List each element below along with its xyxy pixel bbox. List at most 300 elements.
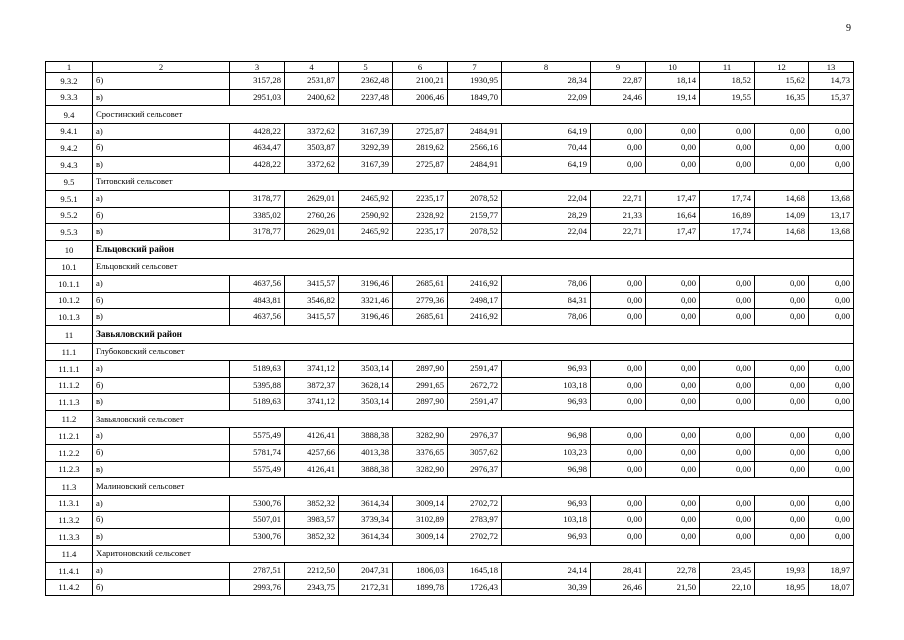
table-cell: 2976,37: [448, 428, 502, 445]
table-row: [46, 309, 854, 326]
table-cell: 2976,37: [448, 461, 502, 478]
table-cell: 0,00: [755, 529, 809, 546]
table-cell: 0,00: [700, 394, 755, 411]
table-cell: 0,00: [809, 394, 854, 411]
row-code: 10.1: [46, 258, 93, 276]
table-cell: 30,39: [502, 579, 591, 596]
table-cell: 28,41: [591, 563, 646, 580]
table-cell: 19,55: [700, 89, 755, 106]
table-cell: 0,00: [591, 309, 646, 326]
table-cell: 2591,47: [448, 361, 502, 378]
table-cell: 78,06: [502, 309, 591, 326]
table-cell: 2951,03: [230, 89, 285, 106]
table-cell: 103,23: [502, 445, 591, 462]
tariff-table: [45, 61, 854, 596]
column-number: 9: [591, 62, 646, 73]
row-code: 11.3.3: [46, 529, 93, 546]
table-cell: 3167,39: [339, 156, 393, 173]
column-number: 13: [809, 62, 854, 73]
table-cell: 0,00: [646, 377, 700, 394]
table-cell: 0,00: [646, 156, 700, 173]
row-code: 9.4.2: [46, 140, 93, 157]
table-cell: 0,00: [809, 292, 854, 309]
table-cell: 96,93: [502, 495, 591, 512]
row-code: 9.5.2: [46, 207, 93, 224]
table-cell: 0,00: [700, 445, 755, 462]
table-cell: 0,00: [591, 495, 646, 512]
table-cell: 3372,62: [285, 123, 339, 140]
table-cell: 0,00: [646, 361, 700, 378]
column-number: 1: [46, 62, 93, 73]
table-cell: 0,00: [809, 276, 854, 293]
column-number: 7: [448, 62, 502, 73]
table-cell: 5189,63: [230, 394, 285, 411]
table-cell: 5395,88: [230, 377, 285, 394]
table-cell: 3983,57: [285, 512, 339, 529]
table-cell: 22,04: [502, 224, 591, 241]
table-row: [46, 89, 854, 106]
table-cell: 13,68: [809, 191, 854, 208]
row-code: 11.3: [46, 478, 93, 496]
table-cell: 0,00: [591, 428, 646, 445]
table-cell: 0,00: [700, 309, 755, 326]
table-cell: 0,00: [700, 461, 755, 478]
table-cell: 16,64: [646, 207, 700, 224]
table-cell: 21,33: [591, 207, 646, 224]
table-cell: 2416,92: [448, 276, 502, 293]
table-cell: 17,74: [700, 224, 755, 241]
table-cell: 0,00: [755, 495, 809, 512]
table-cell: 0,00: [755, 123, 809, 140]
table-cell: 0,00: [809, 140, 854, 157]
row-code: 9.3.2: [46, 73, 93, 90]
row-subitem: в): [93, 224, 230, 241]
table-cell: 24,14: [502, 563, 591, 580]
table-cell: 3372,62: [285, 156, 339, 173]
table-cell: 3196,46: [339, 309, 393, 326]
row-code: 11.1.3: [46, 394, 93, 411]
table-cell: 3321,46: [339, 292, 393, 309]
table-cell: 18,52: [700, 73, 755, 90]
table-cell: 5575,49: [230, 461, 285, 478]
table-cell: 4428,22: [230, 123, 285, 140]
table-cell: 19,14: [646, 89, 700, 106]
table-cell: 0,00: [755, 276, 809, 293]
section-title: Сростинский сельсовет: [93, 106, 854, 124]
table-cell: 3888,38: [339, 461, 393, 478]
table-row: [46, 529, 854, 546]
table-cell: 96,98: [502, 461, 591, 478]
row-code: 10.1.2: [46, 292, 93, 309]
table-cell: 2484,91: [448, 123, 502, 140]
table-cell: 64,19: [502, 123, 591, 140]
table-cell: 0,00: [591, 445, 646, 462]
table-cell: 4126,41: [285, 461, 339, 478]
section-title: Завьяловский сельсовет: [93, 410, 854, 428]
table-cell: 64,19: [502, 156, 591, 173]
row-code: 10.1.3: [46, 309, 93, 326]
table-cell: 2416,92: [448, 309, 502, 326]
row-subitem: а): [93, 191, 230, 208]
column-number: 3: [230, 62, 285, 73]
row-subitem: б): [93, 579, 230, 596]
row-code: 11.1: [46, 343, 93, 361]
row-code: 9.4: [46, 106, 93, 124]
column-number: 8: [502, 62, 591, 73]
table-row: [46, 579, 854, 596]
row-code: 9.5.3: [46, 224, 93, 241]
table-cell: 2591,47: [448, 394, 502, 411]
table-row: [46, 428, 854, 445]
table-cell: 17,74: [700, 191, 755, 208]
table-cell: 21,50: [646, 579, 700, 596]
section-title: Харитоновский сельсовет: [93, 545, 854, 563]
table-cell: 0,00: [591, 394, 646, 411]
table-cell: 0,00: [809, 512, 854, 529]
table-cell: 0,00: [755, 512, 809, 529]
table-row: [46, 563, 854, 580]
table-cell: 22,71: [591, 191, 646, 208]
table-cell: 2484,91: [448, 156, 502, 173]
row-subitem: б): [93, 140, 230, 157]
table-cell: 2685,61: [393, 309, 448, 326]
table-cell: 0,00: [809, 123, 854, 140]
table-cell: 3503,14: [339, 394, 393, 411]
table-cell: 2897,90: [393, 361, 448, 378]
table-cell: 2498,17: [448, 292, 502, 309]
table-cell: 0,00: [646, 428, 700, 445]
table-row: [46, 123, 854, 140]
table-cell: 0,00: [700, 361, 755, 378]
table-cell: 3376,65: [393, 445, 448, 462]
table-cell: 84,31: [502, 292, 591, 309]
table-cell: 22,71: [591, 224, 646, 241]
row-code: 9.5.1: [46, 191, 93, 208]
column-number: 5: [339, 62, 393, 73]
table-cell: 2465,92: [339, 191, 393, 208]
table-cell: 2235,17: [393, 191, 448, 208]
table-cell: 3292,39: [339, 140, 393, 157]
table-cell: 22,04: [502, 191, 591, 208]
table-cell: 1849,70: [448, 89, 502, 106]
table-cell: 3385,02: [230, 207, 285, 224]
table-cell: 3196,46: [339, 276, 393, 293]
row-subitem: б): [93, 73, 230, 90]
table-row: [46, 140, 854, 157]
table-cell: 0,00: [646, 461, 700, 478]
table-cell: 2465,92: [339, 224, 393, 241]
section-row: [46, 545, 854, 563]
table-cell: 0,00: [755, 461, 809, 478]
table-cell: 13,17: [809, 207, 854, 224]
table-cell: 4637,56: [230, 276, 285, 293]
table-row: [46, 394, 854, 411]
table-cell: 0,00: [700, 512, 755, 529]
row-code: 11.2.2: [46, 445, 93, 462]
section-row: [46, 258, 854, 276]
table-cell: 0,00: [646, 292, 700, 309]
table-cell: 2993,76: [230, 579, 285, 596]
section-row: [46, 106, 854, 124]
table-cell: 2078,52: [448, 224, 502, 241]
table-cell: 0,00: [809, 377, 854, 394]
table-cell: 2702,72: [448, 495, 502, 512]
table-cell: 0,00: [591, 123, 646, 140]
row-subitem: а): [93, 361, 230, 378]
section-title: Малиновский сельсовет: [93, 478, 854, 496]
table-cell: 17,47: [646, 191, 700, 208]
table-cell: 0,00: [809, 309, 854, 326]
table-cell: 2672,72: [448, 377, 502, 394]
row-code: 11.2: [46, 410, 93, 428]
table-cell: 3741,12: [285, 361, 339, 378]
table-cell: 2047,31: [339, 563, 393, 580]
section-title: Глубоковский сельсовет: [93, 343, 854, 361]
table-cell: 2078,52: [448, 191, 502, 208]
table-cell: 2629,01: [285, 191, 339, 208]
table-cell: 15,37: [809, 89, 854, 106]
row-subitem: а): [93, 563, 230, 580]
table-cell: 70,44: [502, 140, 591, 157]
table-cell: 2100,21: [393, 73, 448, 90]
table-cell: 0,00: [755, 309, 809, 326]
row-subitem: б): [93, 292, 230, 309]
row-code: 9.3.3: [46, 89, 93, 106]
row-code: 9.5: [46, 173, 93, 191]
table-cell: 3415,57: [285, 276, 339, 293]
table-row: [46, 445, 854, 462]
table-cell: 5300,76: [230, 529, 285, 546]
table-cell: 3888,38: [339, 428, 393, 445]
row-code: 11.1.1: [46, 361, 93, 378]
table-row: [46, 191, 854, 208]
column-number: 10: [646, 62, 700, 73]
row-code: 11.1.2: [46, 377, 93, 394]
table-cell: 22,78: [646, 563, 700, 580]
table-cell: 103,18: [502, 377, 591, 394]
table-cell: 24,46: [591, 89, 646, 106]
table-cell: 3102,89: [393, 512, 448, 529]
table-cell: 3614,34: [339, 495, 393, 512]
table-cell: 0,00: [809, 529, 854, 546]
table-cell: 3282,90: [393, 461, 448, 478]
table-cell: 0,00: [591, 377, 646, 394]
table-cell: 2725,87: [393, 156, 448, 173]
table-cell: 2897,90: [393, 394, 448, 411]
table-cell: 22,10: [700, 579, 755, 596]
district-title: Завьяловский район: [93, 325, 854, 343]
table-cell: 0,00: [755, 156, 809, 173]
table-cell: 1930,95: [448, 73, 502, 90]
table-cell: 18,07: [809, 579, 854, 596]
column-number: 12: [755, 62, 809, 73]
table-cell: 78,06: [502, 276, 591, 293]
table-row: [46, 512, 854, 529]
table-row: [46, 73, 854, 90]
table-cell: 18,14: [646, 73, 700, 90]
table-cell: 3009,14: [393, 495, 448, 512]
table-cell: 0,00: [700, 495, 755, 512]
row-code: 11.4.1: [46, 563, 93, 580]
table-cell: 0,00: [809, 445, 854, 462]
section-title: Титовский сельсовет: [93, 173, 854, 191]
table-cell: 4637,56: [230, 309, 285, 326]
table-cell: 5781,74: [230, 445, 285, 462]
row-subitem: в): [93, 309, 230, 326]
table-cell: 4126,41: [285, 428, 339, 445]
table-cell: 0,00: [591, 276, 646, 293]
table-cell: 0,00: [700, 292, 755, 309]
table-cell: 1645,18: [448, 563, 502, 580]
table-cell: 13,68: [809, 224, 854, 241]
table-cell: 3178,77: [230, 224, 285, 241]
table-cell: 3628,14: [339, 377, 393, 394]
table-cell: 14,73: [809, 73, 854, 90]
table-cell: 0,00: [700, 123, 755, 140]
row-subitem: а): [93, 495, 230, 512]
table-row: [46, 461, 854, 478]
table-cell: 0,00: [700, 428, 755, 445]
table-cell: 0,00: [646, 445, 700, 462]
table-cell: 0,00: [646, 123, 700, 140]
table-cell: 3503,14: [339, 361, 393, 378]
row-subitem: б): [93, 377, 230, 394]
table-cell: 0,00: [755, 361, 809, 378]
table-cell: 96,93: [502, 394, 591, 411]
table-cell: 3282,90: [393, 428, 448, 445]
table-cell: 26,46: [591, 579, 646, 596]
row-code: 11.3.2: [46, 512, 93, 529]
table-cell: 16,35: [755, 89, 809, 106]
table-cell: 3009,14: [393, 529, 448, 546]
table-cell: 2783,97: [448, 512, 502, 529]
table-cell: 3057,62: [448, 445, 502, 462]
column-number: 6: [393, 62, 448, 73]
table-cell: 1726,43: [448, 579, 502, 596]
table-cell: 3546,82: [285, 292, 339, 309]
table-cell: 14,09: [755, 207, 809, 224]
column-number: 4: [285, 62, 339, 73]
table-cell: 0,00: [755, 292, 809, 309]
row-subitem: в): [93, 529, 230, 546]
section-row: [46, 410, 854, 428]
row-subitem: в): [93, 156, 230, 173]
table-cell: 15,62: [755, 73, 809, 90]
row-code: 11.2.1: [46, 428, 93, 445]
table-cell: 96,93: [502, 361, 591, 378]
table-row: [46, 156, 854, 173]
section-row: [46, 343, 854, 361]
table-cell: 2212,50: [285, 563, 339, 580]
table-cell: 3167,39: [339, 123, 393, 140]
row-subitem: в): [93, 394, 230, 411]
table-cell: 28,29: [502, 207, 591, 224]
table-cell: 0,00: [646, 495, 700, 512]
table-cell: 3852,32: [285, 529, 339, 546]
table-cell: 0,00: [646, 309, 700, 326]
table-cell: 0,00: [755, 428, 809, 445]
row-code: 11: [46, 325, 93, 343]
table-cell: 1899,78: [393, 579, 448, 596]
table-row: [46, 207, 854, 224]
table-cell: 3503,87: [285, 140, 339, 157]
table-cell: 0,00: [646, 529, 700, 546]
table-cell: 103,18: [502, 512, 591, 529]
table-cell: 17,47: [646, 224, 700, 241]
table-cell: 0,00: [591, 156, 646, 173]
section-title: Ельцовский сельсовет: [93, 258, 854, 276]
table-cell: 2172,31: [339, 579, 393, 596]
table-cell: 2787,51: [230, 563, 285, 580]
table-cell: 0,00: [755, 140, 809, 157]
table-cell: 2400,62: [285, 89, 339, 106]
table-row: [46, 224, 854, 241]
table-cell: 14,68: [755, 191, 809, 208]
table-row: [46, 377, 854, 394]
table-cell: 2629,01: [285, 224, 339, 241]
page-number: 9: [846, 23, 851, 34]
table-cell: 0,00: [755, 394, 809, 411]
row-subitem: в): [93, 461, 230, 478]
table-cell: 4257,66: [285, 445, 339, 462]
table-cell: 3178,77: [230, 191, 285, 208]
table-cell: 0,00: [755, 445, 809, 462]
row-code: 11.2.3: [46, 461, 93, 478]
table-cell: 2779,36: [393, 292, 448, 309]
table-cell: 0,00: [646, 394, 700, 411]
table-cell: 0,00: [700, 529, 755, 546]
district-title: Ельцовский район: [93, 240, 854, 258]
table-cell: 0,00: [591, 512, 646, 529]
row-code: 11.3.1: [46, 495, 93, 512]
table-cell: 2006,46: [393, 89, 448, 106]
table-row: [46, 276, 854, 293]
table-cell: 0,00: [809, 428, 854, 445]
table-cell: 2590,92: [339, 207, 393, 224]
row-code: 11.4.2: [46, 579, 93, 596]
table-cell: 2991,65: [393, 377, 448, 394]
table-cell: 2819,62: [393, 140, 448, 157]
section-row: [46, 173, 854, 191]
table-cell: 3741,12: [285, 394, 339, 411]
table-cell: 22,09: [502, 89, 591, 106]
row-subitem: а): [93, 123, 230, 140]
column-number-row: [46, 62, 854, 73]
table-cell: 16,89: [700, 207, 755, 224]
district-row: [46, 325, 854, 343]
table-cell: 3157,28: [230, 73, 285, 90]
table-cell: 18,97: [809, 563, 854, 580]
table-cell: 0,00: [755, 377, 809, 394]
section-row: [46, 478, 854, 496]
table-cell: 2531,87: [285, 73, 339, 90]
row-subitem: а): [93, 428, 230, 445]
table-cell: 4843,81: [230, 292, 285, 309]
table-row: [46, 495, 854, 512]
table-cell: 96,93: [502, 529, 591, 546]
table-cell: 0,00: [591, 140, 646, 157]
table-cell: 5189,63: [230, 361, 285, 378]
table-cell: 4013,38: [339, 445, 393, 462]
table-cell: 18,95: [755, 579, 809, 596]
table-cell: 1806,03: [393, 563, 448, 580]
row-code: 10.1.1: [46, 276, 93, 293]
table-cell: 0,00: [646, 276, 700, 293]
table-cell: 0,00: [591, 361, 646, 378]
table-cell: 2343,75: [285, 579, 339, 596]
table-cell: 2328,92: [393, 207, 448, 224]
table-cell: 2362,48: [339, 73, 393, 90]
